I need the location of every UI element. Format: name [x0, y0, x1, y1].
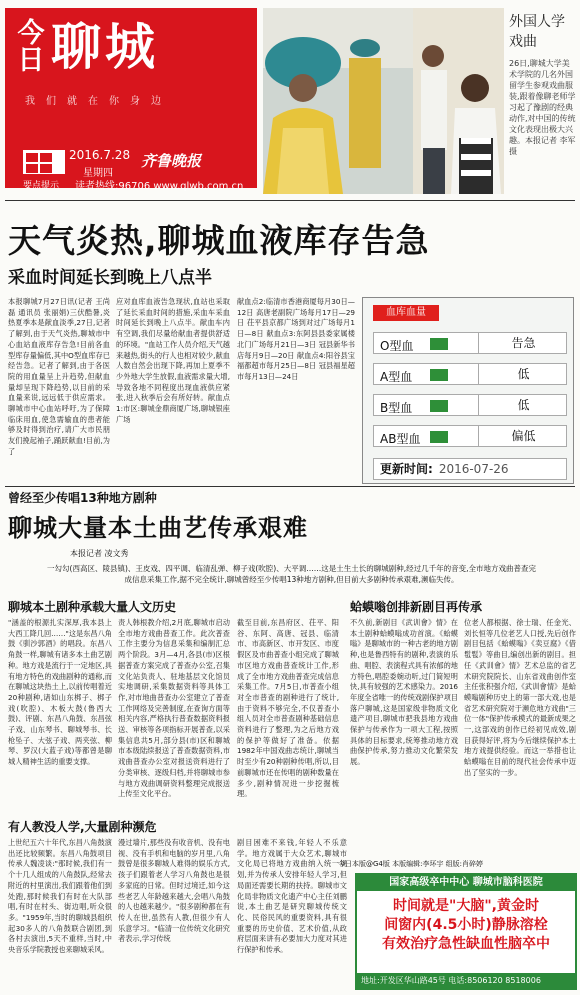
article-toad-col2: 位老人都根据、徐士瑞、任金光、刘长恒等几位老艺人口授,先后创作剧目包括《蛤蟆嗡》《卖豆腐》《借髢髢》等曲目,编创出新的剧目。担任《武训會》情》艺术总监的省艺术研究院院长、山东省戏曲创作室主任张积强介绍,《武训會情》是蛤蟆嗡剧种历史上的第一部大戏,也是省艺术研究院对于濒危地方戏曲"三位一体"保护传承模式的最新成果之一,这部戏的创作已经初见成效,剧目获得好评,将为今后继续保护本土地方戏提供经验。而这一举措也让蛤蟆嗡在目前的现代社会传承中迈出了坚实的一步。 — [464, 618, 576, 777]
article-endangered-col3: 剧目困难不来钱,年轻人不乐意学。地方戏属于大众艺术,聊城市文化局已将地方戏曲纳入统一规划,并为传承人安排年轻人学习,但局面还需要长期的扶持。聊城市文化局非物质文化遗产中心主任刘鹏说,本土曲艺是研究聊城传统文化、民俗民风的重要资料,具有很重要的历史价值、艺术价值,从政府层面来讲有必要加大力度对其进行保护和传承。 — [237, 838, 347, 955]
issue-date: 2016.7.28 — [69, 148, 131, 162]
masthead-jin: 今日 — [17, 18, 45, 76]
photo-caption: 26日,聊城大学美术学院的几名外国留学生参观戏曲服装,跟着像聊老师学习起了豫剧的经典动作,对中国的传统文化表现出极大兴趣。本报记者 李军 摄 — [509, 59, 576, 156]
newspaper-logo: 齐鲁晚报 — [141, 152, 202, 170]
article-opera-col3: 截至目前,东昌府区、茌平、阳谷、东阿、高唐、冠县、临清市、市高新区、市开发区、市度假区及市曲普查小组完成了聊城市区地方戏曲普查统计工作,形成了全市地方戏曲普查完成信息采集工作。7月5日,市普查小组对全市普查的剧种进行了统计,由于资料不够完全,不仅普查小组人员对全市普查剧种基础信息资料进行了整理,为之后地方戏的保护等做好了准备。依据1982年中国戏曲志统计,聊城当时至少有20种剧种传唱,所以,目前聊城市还在传唱的剧种数量在多少,剧种情况进一步挖掘梳理。 — [237, 618, 339, 799]
headline-opera: 聊城大量本土曲艺传承艰难 — [8, 514, 308, 542]
subscribe-hint: 要点提示 — [23, 181, 60, 191]
article-blood-col1: 本报聊城7月27日讯(记者 王尚磊 通讯员 张丽娟)三伏酷暑,炎热夏季本是献血淡季,27日,记者了解到,由于天气炎热,聊城市中心血站血液库存告急!目前各血型库存量偏低,其中O型血库存已经告急。记者了解到,由于各医院的用血量呈上升趋势,但献血量却呈现下降趋势,以目前的采血量来说,远远低于供应需求。聊城市中心血站呼吁,为了保障临床用血,使急需输血的患者能够及时得到治疗,请广大市民朋友们挽起袖子,踊跃献血!目前,为了 — [8, 297, 110, 456]
subheadline-blood-bank: 采血时间延长到晚上八点半 — [8, 268, 212, 288]
kicker-opera: 曾经至少传唱13种地方剧种 — [8, 491, 157, 505]
byline-opera: 本报记者 凌文秀 — [70, 549, 129, 558]
board-row-a — [373, 363, 567, 385]
article-opera-col2: 责人韩根教介绍,2月底,聊城市启动全市地方戏曲普查工作。此次普查工作主要分为信息采集和编制汇总两个阶段。3月—4月,各县(市)区根据普查方案完成了普查办公室,召集文化站负责人、驻地基层文化馆员实地调研,采集数据资料等具体工作,对市地曲普查办公室建立了普查工作网络及完善制度,在查询方面等相关内容,严格执行普查数据资料报送、审核等各项指标开展普查,以采集信息共5月,部分县(市)区和聊城市本级陆续报送了普查数据资料,市戏曲普查办公室对报送资料进行了分类审核、逐级归档,并将聊城市参与地方戏曲调研资料整理完成报送上传至文化平台。 — [118, 618, 230, 799]
ad-line2: 间窗内(4.5小时)静脉溶栓 — [384, 917, 548, 933]
ad-footer: 地址:开发区华山路45号 电话:8506120 8518006 — [357, 973, 575, 988]
article-blood-col2: 应对血库血液告急现状,血站也采取了延长采血时间的措施,采血车采血时间延长到晚上八点半。献血车内有空调,我们尽量给献血者提供舒适的环境。"血站工作人员介绍,天气越来越热,街头的行人也相对较少,献血人数自然会出现下降,再加上夏季不少外地大学生放假,血液需求量大增,导致各地不同程度出现血液供应紧张,进入秋季后会有所好转。献血点1:市区:聊城金鼎商厦广场,聊城银座广场 — [116, 297, 230, 424]
divider-rule — [5, 200, 575, 201]
ad-header: 国家高级卒中中心 聊城市脑科医院 — [357, 875, 575, 891]
reader-hotline-text: 读者热线:96706 — [75, 181, 151, 192]
photo-illustration — [263, 8, 504, 194]
stock-status: 偏低 — [478, 426, 568, 446]
article-blood-col3: 献血点2:临清市香港商厦每月30日—12日 高唐老副院广场每月17日—29日 茌平县京都广场到对过广场每月1日—8日 献血点3:东阿县县委家属楼北门广场每月21日—3日 冠县新华书店每月9日—20日 献血点4:阳谷县宝福都超市每月25日—8日 冠县福星超市每月13日—24日 — [237, 297, 355, 381]
section-head-history: 聊城本土剧种承载大量人文历史 — [8, 600, 177, 614]
photo-title: 外国人学戏曲 — [509, 14, 565, 50]
stock-level-bar — [430, 400, 448, 412]
ad-line1: 时间就是"大脑",黄金时 — [393, 898, 539, 914]
reader-hotline — [75, 177, 243, 192]
section-head-toad: 蛤蟆嗡创排新剧目再传承 — [350, 600, 483, 614]
board-row-o — [373, 332, 567, 354]
lead-opera: 一勾勾(西高区、陵县镇)、王皮戏、四平调、临清乱弹、柳子戏(吹腔)、大平调……这是土生土长的聊城剧种,经过几千年的音变,全市地方戏曲普查完成信息采集工作,据不完全统计,聊城曾经至少传唱13种地方剧种,但目前大多剧种传承艰难,濒临失传。 — [47, 564, 536, 584]
website[interactable]: www.qlwb.com.cn — [153, 181, 244, 192]
photo-sidebar — [509, 12, 577, 157]
masthead — [5, 8, 257, 192]
masthead-slogan: 我们就在你身边 — [25, 96, 172, 107]
blood-type: B型血 — [380, 401, 413, 415]
qr-code-icon — [23, 150, 65, 174]
article-endangered-col1: 上世纪五六十年代,东昌八角鼓演出还比较频繁。东昌八角鼓项目传承人魏凌谈:"那时候,我们有一个十几人组成的八角鼓队,经常去附近的村里演出,我们跟着他们到处跑,那时候我们有时在大队部唱,有时在村头、街边唱,听众很多。"1959年,当时的聊城县组织起30多人的八角鼓联合剧团,到各村去演出,5天不重样,当时,中央音乐学院教授也来聊城采风。 — [8, 838, 112, 955]
divider-rule — [5, 486, 575, 487]
stock-status: 低 — [478, 395, 568, 415]
issue-weekday: 星期四 — [83, 168, 113, 179]
article-toad-col1: 不久前,新剧目《武训會》情》在本土剧种蛤蟆嗡成功首演。《蛤蟆嗡》是聊城市的一种古老的地方剧种,也是鲁西特有的剧种,表演的乐曲、唱腔、表演程式具有浓郁的地方特色,唱腔委婉动听,过门简短明快,具有较强的艺术感染力。2016年度全省唯一的传统戏剧保护项目落户聊城,这是国家级非物质文化遗产项目,聊城市把我县地方戏曲保护与传承作为一项大工程,按照具体的目标要求,统筹推动地方戏曲保护传承,努力推动文化繁荣发展。 — [350, 618, 458, 767]
hospital-advertisement[interactable] — [355, 873, 577, 990]
opera-costume-photo — [263, 8, 504, 194]
stock-status: 低 — [478, 364, 568, 384]
blood-type: A型血 — [380, 370, 413, 384]
blood-stock-board — [362, 297, 574, 484]
article-opera-col1: "涵盖的根源扎实深厚,我本县上大西工降几回……"这是东昌八角鼓《驯沙郭酒》的唱段。东昌八角鼓一样,聊城有诸多本土曲艺剧种。地方戏是流行于一定地区,具有地方特色的戏曲剧种的通称,而在聊城这块热土上,以前传唱着近20种剧种,诸如山东梆子、梆子戏(吹腔)、木板大鼓(鲁西大鼓)、评剧、东昌八角鼓、东昌弦子戏、山东琴书、聊城琴书、长枪坠子、大弦子戏、两夹弦、柳琴、罗汉(大蓝子戏)等都曾是聊城人精神生活的重要支撑。 — [8, 618, 112, 767]
stock-level-bar — [430, 369, 448, 381]
stock-level-bar — [430, 431, 448, 443]
blood-type: O型血 — [380, 339, 414, 353]
board-update-time — [373, 458, 567, 480]
ad-line3: 有效治疗急性缺血性脑卒中 — [382, 936, 550, 952]
headline-blood-bank: 天气炎热,聊城血液库存告急 — [8, 221, 430, 260]
stock-status: 告急 — [478, 333, 568, 353]
update-label: 更新时间: — [380, 462, 433, 476]
section-head-endangered: 有人教没人学,大量剧种濒危 — [8, 820, 157, 834]
update-date: 2016-07-26 — [438, 462, 509, 476]
article-endangered-col2: 漫过墙片,那些没有收音机、没有电视、没有手机和电脑的岁月里,八角鼓曾是很多聊城人难得的娱乐方式,孩子们跟着老人学习八角鼓也是很多家庭的日常。但时过境迁,如今这些老艺人年龄越来越大,会唱八角鼓的人也越来越少。"很多剧种都在有传人在世,虽然有人教,但很少有人乐意学习。"临清一位传统文化研究者表示,学习传统 — [118, 838, 230, 944]
stock-level-bar — [430, 338, 448, 350]
board-row-ab — [373, 425, 567, 447]
board-row-b — [373, 394, 567, 416]
board-title: 血库血量 — [373, 305, 439, 321]
page-credits: 今日本版@G4版 本版编辑:李环宇 组版:肖碎婷 — [338, 860, 484, 868]
masthead-title — [15, 18, 159, 76]
masthead-name: 聊城 — [51, 18, 159, 76]
blood-type: AB型血 — [380, 432, 421, 446]
